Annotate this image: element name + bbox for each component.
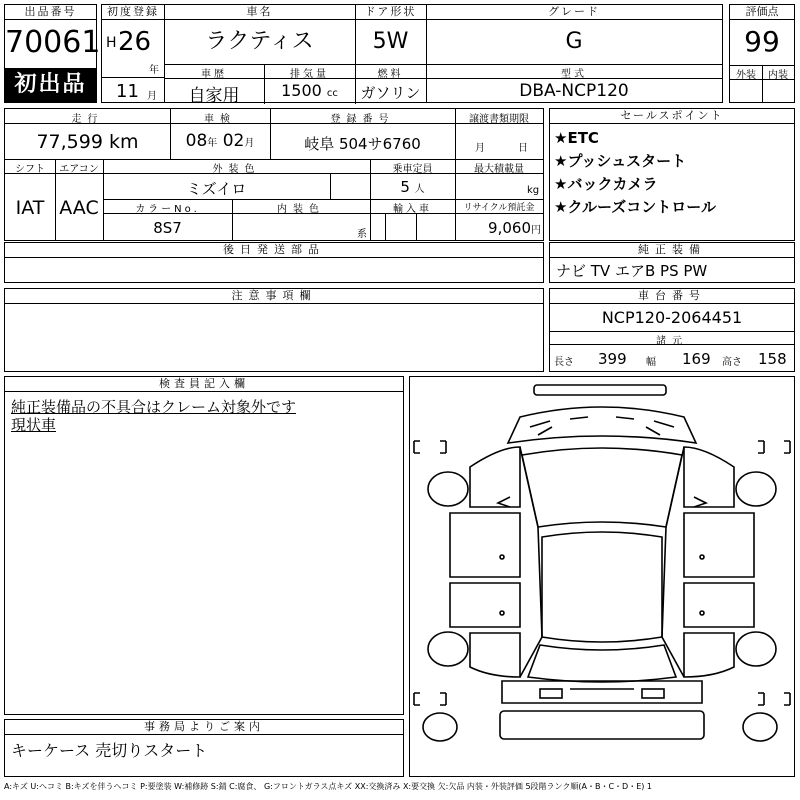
recycle-fee: [455, 219, 543, 237]
width-label: 幅: [646, 357, 656, 368]
grade: G: [565, 29, 583, 54]
length: 399: [598, 350, 627, 368]
later-parts-label: 後日発送部品: [5, 243, 543, 258]
displacement-label: 排気量: [290, 69, 329, 80]
shift: IAT: [15, 197, 45, 219]
notes-box: [4, 288, 544, 372]
inspection-label: 車検: [204, 114, 236, 125]
first-reg-era: H: [106, 35, 117, 51]
chassis-label: 車台番号: [550, 289, 794, 304]
lot-number-label: 出品番号: [5, 5, 96, 20]
aircon: AAC: [59, 197, 99, 219]
damage-legend: A:キズ U:ヘコミ B:キズを伴うヘコミ P:要塗装 W:補修跡 S:錆 C:腐食、 G:フロントガラス点キズ XX:交換済み X:要交換 欠:欠品 内装・外装評価 5段階ランク順(A・B・C・D・E) 1: [4, 782, 653, 791]
recycle-unit: 円: [531, 225, 541, 236]
office-note: キーケース 売切りスタート: [11, 741, 208, 760]
damage-diagram-box: [409, 376, 795, 777]
aircon-label: エアコン: [59, 164, 99, 175]
inspection-year-unit: 年: [207, 138, 218, 149]
sales-points-box: [549, 108, 795, 241]
top-info-table: [101, 4, 723, 106]
sales-points-label: セールスポイント: [550, 109, 794, 124]
color-no-label: カラーNo.: [135, 204, 200, 215]
transfer-month-unit: 月: [475, 143, 485, 154]
sales-point: ★クルーズコントロール: [554, 198, 716, 216]
car-body-diagram: [410, 377, 794, 776]
history: 自家用: [188, 86, 240, 106]
capacity-unit: 人: [414, 184, 425, 195]
fuel: ガソリン: [360, 84, 421, 102]
registration-number: 岐阜 504サ6760: [304, 135, 421, 153]
color-number: 8S7: [153, 219, 182, 237]
lot-number-box: [4, 4, 101, 103]
equipment-list: ナビ TV エアB PS PW: [556, 262, 708, 280]
inspection-year: 08: [185, 131, 208, 151]
score-label: 評価点: [730, 5, 794, 20]
mileage-label: 走行: [71, 114, 104, 125]
length-label: 長さ: [554, 357, 574, 368]
door-type: 5W: [372, 29, 409, 54]
inspection-month: 02: [222, 131, 245, 151]
door-label: ドア形状: [355, 5, 426, 20]
chassis-number: NCP120-2064451: [601, 308, 743, 327]
capacity: [370, 178, 455, 196]
score-box: [729, 4, 795, 103]
office-box: [4, 719, 404, 777]
mileage: [5, 131, 170, 153]
equipment-box: [549, 242, 795, 283]
first-listing-badge: 初出品: [5, 68, 96, 102]
inspector-box: [4, 376, 404, 715]
inspector-note: 現状車: [11, 416, 57, 434]
interior-color-suffix: 系: [357, 229, 367, 240]
import-label: 輸入車: [393, 204, 432, 215]
transfer-label: 譲渡書類期限: [469, 114, 529, 125]
recycle-label: リサイクル預託金: [463, 203, 535, 213]
model-label: 型式: [561, 69, 587, 80]
first-reg-year-unit: 年: [149, 65, 159, 76]
sales-points-list: [554, 127, 792, 219]
sales-point: ★ETC: [554, 129, 599, 147]
first-reg-month-unit: 月: [147, 91, 157, 102]
office-label: 事務局よりご案内: [5, 720, 403, 735]
load-unit: kg: [527, 185, 540, 196]
equipment-label: 純正装備: [550, 243, 794, 258]
sales-point: ★バックカメラ: [554, 175, 658, 193]
later-parts-box: [4, 242, 544, 283]
grade-label: グレード: [426, 5, 722, 20]
model-code: DBA-NCP120: [519, 81, 629, 101]
mileage-unit: km: [109, 131, 139, 153]
first-reg-year: 26: [118, 27, 152, 57]
chassis-box: [549, 288, 795, 372]
displacement: [264, 81, 355, 100]
height: 158: [758, 350, 787, 368]
first-reg-label: 初度登録: [102, 5, 164, 20]
mileage-value: 77,599: [36, 131, 103, 153]
first-reg-month: 11: [116, 81, 139, 102]
interior-label: 内装: [768, 70, 788, 81]
inspector-label: 検査員記入欄: [5, 377, 403, 392]
history-label: 車歴: [201, 69, 227, 80]
sales-point: ★プッシュスタート: [554, 152, 687, 170]
inspection-expiry: [170, 131, 270, 151]
inspector-note: 純正装備品の不具合はクレーム対象外です: [11, 398, 297, 416]
capacity-value: 5: [400, 178, 410, 196]
displacement-unit: cc: [326, 88, 338, 99]
body-color-label: 外装色: [212, 164, 261, 175]
reg-no-label: 登録番号: [330, 114, 395, 125]
displacement-value: 1500: [281, 81, 322, 100]
capacity-label: 乗車定員: [392, 164, 433, 175]
inspection-month-unit: 月: [244, 138, 255, 149]
specs-label: 諸元: [656, 336, 688, 347]
max-load-label: 最大積載量: [474, 164, 524, 175]
car-name-label: 車名: [164, 5, 355, 20]
height-label: 高さ: [722, 357, 742, 368]
exterior-label: 外装: [736, 70, 756, 81]
lot-number: 70061: [5, 25, 101, 60]
vehicle-detail-table: [4, 108, 544, 241]
notes-label: 注意事項欄: [5, 289, 543, 304]
transfer-day-unit: 日: [518, 143, 528, 154]
score: 99: [744, 25, 780, 58]
recycle-value: 9,060: [488, 219, 531, 237]
interior-color-label: 内装色: [277, 204, 325, 215]
car-name: ラクティス: [205, 29, 314, 54]
body-color: ミズイロ: [186, 180, 247, 198]
fuel-label: 燃料: [377, 69, 404, 80]
shift-label: シフト: [15, 164, 45, 175]
width: 169: [682, 350, 711, 368]
